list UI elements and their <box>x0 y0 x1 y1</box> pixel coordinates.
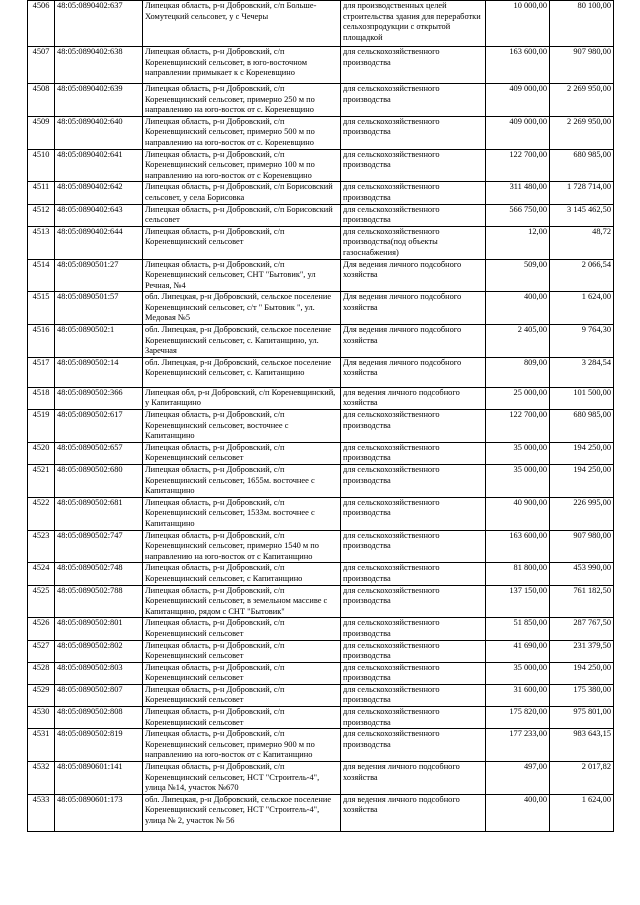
area-cell: 137 150,00 <box>486 585 550 618</box>
area-cell: 51 850,00 <box>486 618 550 640</box>
row-number: 4506 <box>28 1 55 47</box>
table-row <box>28 729 614 762</box>
permitted-use-cell: для сельскохозяйственного производства <box>341 585 486 618</box>
permitted-use-cell: для ведения личного подсобного хозяйства <box>341 794 486 831</box>
cadastral-value-cell: 907 980,00 <box>550 47 614 84</box>
permitted-use-cell: для сельскохозяйственного производства <box>341 563 486 585</box>
row-number: 4512 <box>28 204 55 226</box>
cadastral-number: 48:05:0890501:57 <box>55 292 143 325</box>
row-number: 4524 <box>28 563 55 585</box>
permitted-use-cell: для сельскохозяйственного производства <box>341 47 486 84</box>
cadastral-value-cell: 907 980,00 <box>550 530 614 563</box>
table-row <box>28 618 614 640</box>
row-number: 4515 <box>28 292 55 325</box>
cadastral-value-cell: 101 500,00 <box>550 387 614 409</box>
permitted-use-cell: для сельскохозяйственного производства <box>341 204 486 226</box>
cadastral-number: 48:05:0890502:680 <box>55 465 143 498</box>
permitted-use-cell: для сельскохозяйственного производства <box>341 684 486 706</box>
cadastral-number: 48:05:0890501:27 <box>55 259 143 292</box>
permitted-use-cell: для сельскохозяйственного производства <box>341 662 486 684</box>
cadastral-number: 48:05:0890502:747 <box>55 530 143 563</box>
permitted-use-cell: для сельскохозяйственного производства(под объекты газоснабжения) <box>341 226 486 259</box>
cadastral-value-cell: 2 269 950,00 <box>550 116 614 149</box>
table-row <box>28 47 614 84</box>
table-row <box>28 84 614 117</box>
address-cell: обл. Липецкая, р-н Добровский, сельское поселение Кореневщинский сельсовет, с/т " Бытовик ", ул. Медовая №5 <box>143 292 341 325</box>
cadastral-value-cell: 226 995,00 <box>550 497 614 530</box>
table-row <box>28 410 614 443</box>
cadastral-number: 48:05:0890402:644 <box>55 226 143 259</box>
permitted-use-cell: для ведения личного подсобного хозяйства <box>341 762 486 795</box>
address-cell: Липецкая область, р-н Добровский, с/п Кореневщинский сельсовет <box>143 684 341 706</box>
row-number: 4525 <box>28 585 55 618</box>
area-cell: 566 750,00 <box>486 204 550 226</box>
permitted-use-cell: для сельскохозяйственного производства <box>341 465 486 498</box>
area-cell: 35 000,00 <box>486 442 550 464</box>
permitted-use-cell: для сельскохозяйственного производства <box>341 182 486 204</box>
address-cell: Липецкая область, р-н Добровский, с/п Борисовский сельсовет, у села Борисовка <box>143 182 341 204</box>
address-cell: Липецкая область, р-н Добровский, с/п Кореневщинский сельсовет, примерно 500 м по направлению на юго-восток от с. Кореневщино <box>143 116 341 149</box>
cadastral-value-cell: 175 380,00 <box>550 684 614 706</box>
area-cell: 122 700,00 <box>486 410 550 443</box>
cadastral-value-cell: 2 017,82 <box>550 762 614 795</box>
row-number: 4516 <box>28 325 55 358</box>
cadastral-value-cell: 983 643,15 <box>550 729 614 762</box>
address-cell: Липецкая область, р-н Добровский, с/п Кореневщинский сельсовет, 1533м. восточнее с Капитанщино <box>143 497 341 530</box>
cadastral-number: 48:05:0890502:1 <box>55 325 143 358</box>
area-cell: 409 000,00 <box>486 84 550 117</box>
cadastral-number: 48:05:0890402:637 <box>55 1 143 47</box>
table-row <box>28 640 614 662</box>
area-cell: 400,00 <box>486 794 550 831</box>
row-number: 4513 <box>28 226 55 259</box>
permitted-use-cell: для сельскохозяйственного производства <box>341 149 486 182</box>
permitted-use-cell: Для ведения личного подсобного хозяйства <box>341 259 486 292</box>
cadastral-number: 48:05:0890502:748 <box>55 563 143 585</box>
address-cell: обл. Липецкая, р-н Добровский, сельское поселение Кореневщинский сельсовет, НСТ "Строитель-4", улица № 2, участок № 56 <box>143 794 341 831</box>
row-number: 4520 <box>28 442 55 464</box>
area-cell: 12,00 <box>486 226 550 259</box>
cadastral-number: 48:05:0890502:366 <box>55 387 143 409</box>
area-cell: 400,00 <box>486 292 550 325</box>
table-row <box>28 563 614 585</box>
permitted-use-cell: для сельскохозяйственного производства <box>341 497 486 530</box>
permitted-use-cell: для ведения личного подсобного хозяйства <box>341 387 486 409</box>
row-number: 4507 <box>28 47 55 84</box>
row-number: 4511 <box>28 182 55 204</box>
cadastral-value-cell: 1 624,00 <box>550 794 614 831</box>
row-number: 4532 <box>28 762 55 795</box>
address-cell: Липецкая область, р-н Добровский, с/п Кореневщинский сельсовет, примерно 250 м по направлению на юго-восток от с. Кореневщино <box>143 84 341 117</box>
cadastral-value-cell: 2 269 950,00 <box>550 84 614 117</box>
table-body <box>28 1 614 832</box>
area-cell: 81 800,00 <box>486 563 550 585</box>
address-cell: Липецкая область, р-н Добровский, с/п Кореневщинский сельсовет, с Капитанщино <box>143 563 341 585</box>
table-row <box>28 182 614 204</box>
row-number: 4527 <box>28 640 55 662</box>
cadastral-number: 48:05:0890402:643 <box>55 204 143 226</box>
table-row <box>28 442 614 464</box>
area-cell: 809,00 <box>486 357 550 387</box>
address-cell: Липецкая область, р-н Добровский, с/п Кореневщинский сельсовет, НСТ "Строитель-4", улица №14, участок №670 <box>143 762 341 795</box>
cadastral-number: 48:05:0890502:802 <box>55 640 143 662</box>
permitted-use-cell: для сельскохозяйственного производства <box>341 707 486 729</box>
row-number: 4529 <box>28 684 55 706</box>
permitted-use-cell: для сельскохозяйственного производства <box>341 442 486 464</box>
row-number: 4531 <box>28 729 55 762</box>
cadastral-value-cell: 1 624,00 <box>550 292 614 325</box>
table-row <box>28 149 614 182</box>
address-cell: Липецкая область, р-н Добровский, с/п Кореневщинский сельсовет <box>143 707 341 729</box>
table-row <box>28 497 614 530</box>
cadastral-value-cell: 48,72 <box>550 226 614 259</box>
table-row <box>28 292 614 325</box>
area-cell: 311 480,00 <box>486 182 550 204</box>
cadastral-value-cell: 80 100,00 <box>550 1 614 47</box>
permitted-use-cell: Для ведения личного подсобного хозяйства <box>341 357 486 387</box>
cadastral-value-cell: 761 182,50 <box>550 585 614 618</box>
area-cell: 35 000,00 <box>486 662 550 684</box>
row-number: 4514 <box>28 259 55 292</box>
area-cell: 175 820,00 <box>486 707 550 729</box>
address-cell: Липецкая область, р-н Добровский, с/п Кореневщинский сельсовет, примерно 100 м по направлению на юго-восток от с Кореневщино <box>143 149 341 182</box>
row-number: 4508 <box>28 84 55 117</box>
cadastral-value-cell: 287 767,50 <box>550 618 614 640</box>
address-cell: Липецкая область, р-н Добровский, с/п Кореневщинский сельсовет, в земельном массиве с Капитанщино, рядом с СНТ "Бытовик" <box>143 585 341 618</box>
area-cell: 163 600,00 <box>486 47 550 84</box>
area-cell: 35 000,00 <box>486 465 550 498</box>
table-row <box>28 204 614 226</box>
row-number: 4517 <box>28 357 55 387</box>
cadastral-number: 48:05:0890502:801 <box>55 618 143 640</box>
table-row <box>28 357 614 387</box>
address-cell: Липецкая область, р-н Добровский, с/п Больше-Хомутецкий сельсовет, у с Чечеры <box>143 1 341 47</box>
row-number: 4519 <box>28 410 55 443</box>
address-cell: обл. Липецкая, р-н Добровский, сельское поселение Кореневщинский сельсовет, с. Капитанщино <box>143 357 341 387</box>
cadastral-number: 48:05:0890502:808 <box>55 707 143 729</box>
area-cell: 31 600,00 <box>486 684 550 706</box>
address-cell: Липецкая обл, р-н Добровский, с/п Кореневщинский, у Капитанщино <box>143 387 341 409</box>
area-cell: 497,00 <box>486 762 550 795</box>
address-cell: Липецкая область, р-н Добровский, с/п Кореневщинский сельсовет, СНТ "Бытовик", ул Речная, №4 <box>143 259 341 292</box>
cadastral-number: 48:05:0890502:807 <box>55 684 143 706</box>
cadastral-value-cell: 231 379,50 <box>550 640 614 662</box>
permitted-use-cell: для сельскохозяйственного производства <box>341 729 486 762</box>
address-cell: Липецкая область, р-н Добровский, с/п Кореневщинский сельсовет <box>143 640 341 662</box>
area-cell: 163 600,00 <box>486 530 550 563</box>
cadastral-value-cell: 3 284,54 <box>550 357 614 387</box>
cadastral-value-cell: 975 801,00 <box>550 707 614 729</box>
address-cell: Липецкая область, р-н Добровский, с/п Кореневщинский сельсовет <box>143 662 341 684</box>
table-row <box>28 226 614 259</box>
permitted-use-cell: Для ведения личного подсобного хозяйства <box>341 292 486 325</box>
cadastral-value-cell: 1 728 714,00 <box>550 182 614 204</box>
area-cell: 409 000,00 <box>486 116 550 149</box>
cadastral-number: 48:05:0890502:803 <box>55 662 143 684</box>
address-cell: Липецкая область, р-н Добровский, с/п Кореневщинский сельсовет, в юго-восточном направлении примыкает к с Кореневщино <box>143 47 341 84</box>
cadastral-number: 48:05:0890402:642 <box>55 182 143 204</box>
row-number: 4510 <box>28 149 55 182</box>
table-row <box>28 387 614 409</box>
table-row <box>28 1 614 47</box>
cadastral-value-cell: 680 985,00 <box>550 410 614 443</box>
cadastral-number: 48:05:0890502:788 <box>55 585 143 618</box>
cadastral-value-cell: 3 145 462,50 <box>550 204 614 226</box>
row-number: 4530 <box>28 707 55 729</box>
table-row <box>28 585 614 618</box>
row-number: 4526 <box>28 618 55 640</box>
table-row <box>28 684 614 706</box>
table-row <box>28 116 614 149</box>
permitted-use-cell: Для ведения личного подсобного хозяйства <box>341 325 486 358</box>
permitted-use-cell: для сельскохозяйственного производства <box>341 84 486 117</box>
area-cell: 40 900,00 <box>486 497 550 530</box>
address-cell: Липецкая область, р-н Добровский, с/п Кореневщинский сельсовет, 1655м. восточнее с Капитанщино <box>143 465 341 498</box>
cadastral-number: 48:05:0890502:819 <box>55 729 143 762</box>
cadastral-number: 48:05:0890502:681 <box>55 497 143 530</box>
cadastral-number: 48:05:0890502:657 <box>55 442 143 464</box>
area-cell: 25 000,00 <box>486 387 550 409</box>
address-cell: Липецкая область, р-н Добровский, с/п Кореневщинский сельсовет <box>143 442 341 464</box>
permitted-use-cell: для сельскохозяйственного производства <box>341 116 486 149</box>
cadastral-value-cell: 2 066,54 <box>550 259 614 292</box>
cadastral-value-cell: 680 985,00 <box>550 149 614 182</box>
cadastral-number: 48:05:0890601:173 <box>55 794 143 831</box>
cadastral-number: 48:05:0890601:141 <box>55 762 143 795</box>
table-row <box>28 325 614 358</box>
row-number: 4518 <box>28 387 55 409</box>
cadastral-number: 48:05:0890402:638 <box>55 47 143 84</box>
permitted-use-cell: для сельскохозяйственного производства <box>341 618 486 640</box>
table-row <box>28 762 614 795</box>
area-cell: 177 233,00 <box>486 729 550 762</box>
row-number: 4509 <box>28 116 55 149</box>
permitted-use-cell: для производственных целей строительства здания для переработки сельхозпродукции с открытой площадкой <box>341 1 486 47</box>
address-cell: Липецкая область, р-н Добровский, с/п Борисовский сельсовет <box>143 204 341 226</box>
cadastral-value-cell: 9 764,30 <box>550 325 614 358</box>
row-number: 4522 <box>28 497 55 530</box>
row-number: 4533 <box>28 794 55 831</box>
table-row <box>28 530 614 563</box>
area-cell: 509,00 <box>486 259 550 292</box>
permitted-use-cell: для сельскохозяйственного производства <box>341 640 486 662</box>
table-row <box>28 259 614 292</box>
cadastral-number: 48:05:0890502:14 <box>55 357 143 387</box>
row-number: 4528 <box>28 662 55 684</box>
table-row <box>28 794 614 831</box>
cadastral-number: 48:05:0890402:640 <box>55 116 143 149</box>
permitted-use-cell: для сельскохозяйственного производства <box>341 530 486 563</box>
permitted-use-cell: для сельскохозяйственного производства <box>341 410 486 443</box>
table-row <box>28 465 614 498</box>
area-cell: 2 405,00 <box>486 325 550 358</box>
area-cell: 10 000,00 <box>486 1 550 47</box>
cadastral-number: 48:05:0890402:639 <box>55 84 143 117</box>
land-registry-table <box>27 0 614 832</box>
row-number: 4523 <box>28 530 55 563</box>
address-cell: Липецкая область, р-н Добровский, с/п Кореневщинский сельсовет <box>143 226 341 259</box>
cadastral-value-cell: 194 250,00 <box>550 465 614 498</box>
cadastral-number: 48:05:0890402:641 <box>55 149 143 182</box>
cadastral-value-cell: 194 250,00 <box>550 442 614 464</box>
address-cell: Липецкая область, р-н Добровский, с/п Кореневщинский сельсовет, восточнее с Капитанщино <box>143 410 341 443</box>
area-cell: 41 690,00 <box>486 640 550 662</box>
cadastral-number: 48:05:0890502:617 <box>55 410 143 443</box>
table-row <box>28 707 614 729</box>
cadastral-value-cell: 194 250,00 <box>550 662 614 684</box>
address-cell: Липецкая область, р-н Добровский, с/п Кореневщинский сельсовет, примерно 1540 м по направлению на юго-восток от с Капитанщино <box>143 530 341 563</box>
cadastral-value-cell: 453 990,00 <box>550 563 614 585</box>
table-row <box>28 662 614 684</box>
address-cell: Липецкая область, р-н Добровский, с/п Кореневщинский сельсовет <box>143 618 341 640</box>
address-cell: обл. Липецкая, р-н Добровский, сельское поселение Кореневщинский сельсовет, с. Капитанщино, ул. Заречная <box>143 325 341 358</box>
area-cell: 122 700,00 <box>486 149 550 182</box>
address-cell: Липецкая область, р-н Добровский, с/п Кореневщинский сельсовет, примерно 900 м по направлению на юго-восток от с Капитанщино <box>143 729 341 762</box>
row-number: 4521 <box>28 465 55 498</box>
